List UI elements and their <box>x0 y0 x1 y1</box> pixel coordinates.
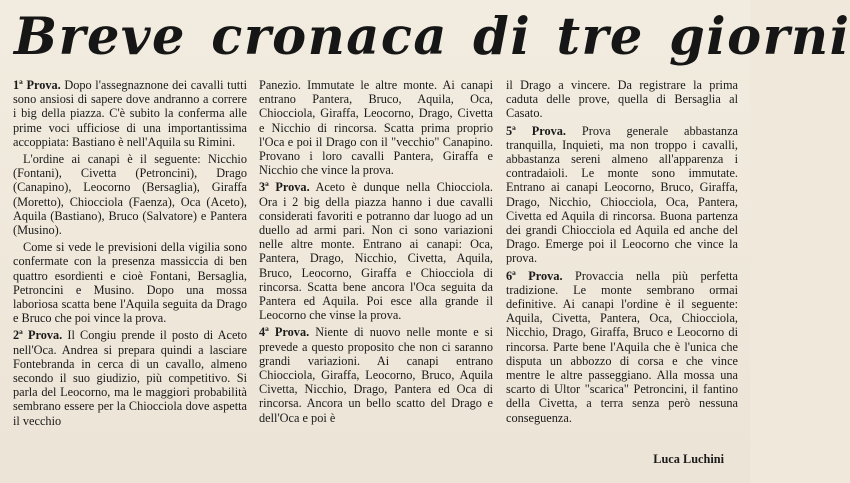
prova-4-text: Niente di nuovo nelle monte e si prevede a questo proposito che non ci saranno grandi variazioni. Ai canapi entrano Chiocciola, Giraffa, Leocorno, Bruco, Aquila Civetta, Nicchio, Drago, Pantera ed Oca di rincorsa. Ancora un bello scatto del Drago e dell'Oca e poi è <box>259 325 493 425</box>
paragraph-prova-4 <box>259 325 493 424</box>
prova-4-heading: 4ª Prova. <box>259 325 310 340</box>
paragraph-prova-1 <box>13 78 247 149</box>
prova-6-text: Provaccia nella più perfetta tradizione. Le monte sembrano ormai definitive. Ai canapi l'ordine è il seguente: Aquila, Civetta, Pantera, Oca, Chiocciola, Nicchio, Drago, Giraffa, Bruco e Leocorno di rincorsa. Parte bene l'Aquila che è l'unica che disputa un abbozzo di corsa e che vince mentre le altre passeggiano. Alla mossa una scarto di Ultor "scarica" Petroncini, il fantino della Civetta, a terra senza però nessuna conseguenza. <box>506 268 738 425</box>
paragraph-prova-2 <box>13 328 247 427</box>
paragraph-prova-5 <box>506 124 738 266</box>
paragraph-prova-4-cont: il Drago a vincere. Da registrare la prima caduta delle prove, quella di Bersaglia al Casato. <box>506 78 738 121</box>
author-signature: Luca Luchini <box>653 452 724 466</box>
paragraph-canapi-order: L'ordine ai canapi è il seguente: Nicchio (Fontani), Civetta (Petroncini), Drago (Canapino), Leocorno (Bersaglia), Giraffa (Moretto), Chiocciola (Faenza), Oca (Aceto), Aquila (Bastiano), Bruco (Salvatore) e Pantera (Musino). <box>13 152 247 238</box>
prova-5-heading: 5ª Prova. <box>506 123 567 138</box>
column-2 <box>259 78 493 425</box>
paragraph-prova-6 <box>506 269 738 425</box>
prova-1-heading: 1ª Prova. <box>13 78 61 92</box>
prova-1-text: Dopo l'assegnaznone dei cavalli tutti sono ansiosi di sapere dove andranno a correre i big della piazza. C'è subito la conferma alle prime voci ufficiose di una importantissima accoppiata: Bastiano è nell'Aquila su Rimini. <box>13 78 247 149</box>
prova-6-heading: 6ª Prova. <box>506 268 563 283</box>
paragraph-prova-2-cont: Panezio. Immutate le altre monte. Ai canapi entrano Pantera, Bruco, Aquila, Oca, Chiocciola, Giraffa, Leocorno, Drago, Civetta e Nicchio di rincorsa. Scatta prima proprio l'Oca e poi il Drago con il "vecchio" Canapino. Provano i loro cavalli Pantera, Giraffa e Nicchio che vince la prova. <box>259 78 493 178</box>
prova-3-heading: 3ª Prova. <box>259 180 310 195</box>
paragraph-prova-3 <box>259 180 493 322</box>
prova-2-heading: 2ª Prova. <box>13 328 63 343</box>
prova-3-text: Aceto è dunque nella Chiocciola. Ora i 2 big della piazza hanno i due cavalli considerati favoriti e potranno dar luogo ad un duello ad armi pari. Non ci sono variazioni nelle altre monte. Entrano ai canapi: Oca, Pantera, Drago, Nicchio, Civetta, Aquila, Bruco, Leocorno, Giraffa e Chiocciola di rincorsa. Scatta bene ancora l'Oca seguita da Pantera ed Aquila. Poi esce alla grande il Leocorno che vinse la prova. <box>259 180 493 323</box>
headline: Breve cronaca di tre giorni <box>14 7 850 67</box>
prova-5-text: Prova generale abbastanza tranquilla, Inquieti, ma non troppo i cavalli, abbastanza sereni almeno all'apparenza i contradaioli. Le monte sono immutate. Entrano ai canapi Leocorno, Bruco, Giraffa, Drago, Nicchio, Chiocciola, Oca, Pantera, Civetta ed Aquila di rincorsa. Buona partenza dei grandi Chiocciola ed Aquila ed anche del Drago. Emerge poi il Leocorno che vince la prova. <box>506 123 738 266</box>
prova-2-text: Il Congiu prende il posto di Aceto nell'Oca. Andrea si prepara quindi a lasciare Fontebranda in cerca di un cavallo, almeno secondo il suo giudizio, più competitivo. Si parla del Leocorno, ma le maggiori probabilità sembrano essere per la Chiocciola dove aspetta il vecchio <box>13 328 247 428</box>
column-1 <box>13 78 247 428</box>
paragraph-previsioni: Come si vede le previsioni della vigilia sono confermate con la presenza massiccia di ben quattro esordienti e cioè Fontani, Bersaglia, Petroncini e Musino. Dopo una mossa laboriosa scatta bene l'Aquila seguita da Drago e Bruco che poi vince la prova. <box>13 240 247 326</box>
column-3 <box>506 78 738 425</box>
